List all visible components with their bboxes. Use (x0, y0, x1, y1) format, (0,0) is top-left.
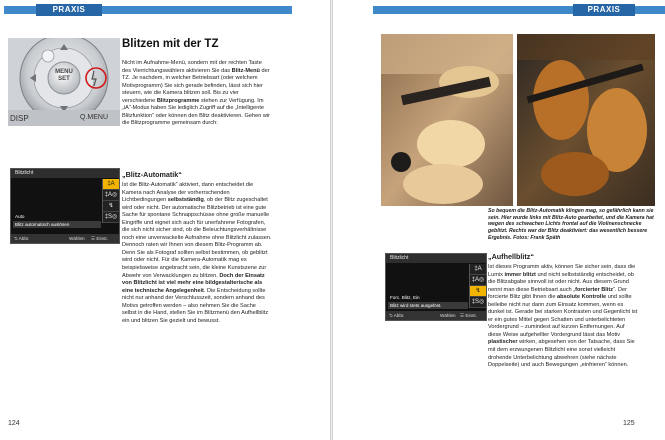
page-number: 125 (623, 420, 635, 427)
header-tab: PRAXIS (36, 4, 102, 16)
auto-paragraph (122, 182, 272, 325)
set-label: SET (58, 76, 70, 82)
menu-mode-row: Forc. Blitz, Ein (390, 295, 420, 300)
bold-text-run: immer blitzt (504, 271, 536, 278)
back-label: Abbr. (393, 313, 405, 318)
photo-flash-on (381, 34, 513, 206)
menu-footer: ⮌ Abbr. Wählen ☰ Einst. (11, 234, 119, 243)
disp-label: DISP (10, 114, 29, 123)
flash-forced-icon: ↯ (470, 286, 486, 297)
flash-menu-screenshot (10, 168, 120, 244)
bold-text-run: plastischer (488, 339, 518, 346)
page-number: 124 (8, 420, 20, 427)
dpad-illustration (8, 38, 120, 126)
back-label: Abbr. (18, 236, 30, 241)
bold-text-run: Doch der Einsatz von Blitzlicht ist viel mehr eine bildgestalterische als eine technische Angelegenheit (122, 272, 265, 294)
section-heading-fill: „Aufhellblitz“ (488, 252, 534, 261)
menu-label: MENU (55, 69, 73, 75)
text-run: und nicht selbstständig entscheidet, ob die Blitzabgabe sinnvoll ist oder nicht. Aus diesem Grund nennt man diese Betriebsart auch „ (488, 271, 634, 293)
text-run: , ob der Blitz zugeschaltet wird oder nicht. Der automatische Blitzbetrieb ist eine gute Sache für spontane Schnappschüsse ohne große manuelle Eingriffe und eignet sich auch für unerfahrene Fotografen, die sich nicht sicher sind, ob die Beleuchtungsverhältnisse noch eine unverwackelte Aufnahme ohne Blitzlicht zulassen. Dennoch raten wir Ihnen von diesem Blitz-Programm ab. (122, 197, 272, 249)
qmenu-label: Q.MENU (80, 114, 108, 121)
menu-footer: ⮌ Abbr. Wählen ☰ Einst. (386, 311, 486, 320)
left-page (0, 0, 330, 440)
text-run: Nicht im Aufnahme-Menü, sondern mit der rechten Taste des Vierrichtungswählers aktivieren Sie das (122, 60, 262, 74)
flash-forced-icon: ↯ (103, 201, 119, 212)
bold-text-run: forcierter Blitz (575, 286, 613, 293)
bold-text-run: absolute Kontrolle (557, 294, 607, 301)
menu-title: Blitzlicht (11, 169, 119, 178)
text-run: der TZ. Je nachdem, in welcher Betriebsart (oder welchem Motivprogramm) Sie sich gerade befinden, lässt sich hier steuern, wie die Kamera blitzen soll. Bis zu vier verschiedene (122, 67, 270, 104)
menu-title: Blitzlicht (386, 254, 486, 263)
flash-auto-redeye-icon: ‡A◎ (470, 275, 486, 286)
flash-auto-redeye-icon: ‡A◎ (103, 190, 119, 201)
photo-flash-off (517, 34, 655, 206)
header-tab: PRAXIS (573, 4, 635, 16)
text-run: Denn Sie als Fotograf sollten selbst bestimmen, ob geblitzt wird oder nicht. Für die Kamera-Automatik mag es beispielsweise angebracht sein, die kleine Kunstszene zur Abwehr von Verwacklungen zu blitzen. (122, 249, 268, 279)
text-run: “. Der forcierte Blitz gibt Ihnen die (488, 286, 627, 301)
flash-mode-icons (102, 179, 119, 223)
bold-text-run: Blitzprogramme (156, 97, 200, 104)
flash-auto-icon: ‡A (470, 264, 486, 275)
text-run: Ist die Blitz-Automatik“ aktiviert, dann entscheidet die Kamera nach Analyse der vorherrschenden Lichtbedingungen (122, 182, 254, 204)
bold-text-run: selbstständig (167, 197, 204, 204)
intro-paragraph (122, 60, 272, 128)
set-label: Einst. (465, 313, 477, 318)
photo-caption: So bequem die Blitz-Automatik klingen mag, so gefährlich kann sie sein. Hier wurde links mit Blitz-Auto gearbeitet, und die Kamera hat wegen des schwachen Lichts frontal auf die Violinenschnecke geblitzt. Rechts war der Blitz deaktiviert: das wesentlich bessere Ergebnis. Fotos: Frank Späth (488, 208, 654, 241)
set-label: Einst. (96, 236, 108, 241)
select-label: Wählen (69, 236, 85, 241)
text-run: wirken, abgesehen von der Tatsache, dass Sie mit dem erzwungenen Blitzlicht eine sonst vielleicht drohende Unterbelichtung abwehren (siehe nächste Doppelseite) und auch Bewegungen „einfrieren“ können. (488, 339, 635, 369)
menu-description: Blitz automatisch auslösen (13, 221, 101, 228)
select-label: Wählen (440, 313, 456, 318)
flash-auto-icon: ‡A (103, 179, 119, 190)
flash-slow-icon: ‡S◎ (470, 297, 486, 308)
flash-slow-icon: ‡S◎ (103, 212, 119, 223)
flash-menu-screenshot (385, 253, 487, 321)
text-run: stehen zur Verfügung. Im „iA“-Modus haben Sie lediglich Zugriff auf die „Intelligente Blitzfunktion“ oder können den Blitz deaktivieren. Gehen wir die Blitzprogramme gemeinsam durch: (122, 97, 271, 127)
menu-description: Blitz wird stets ausgelöst. (388, 302, 468, 309)
text-run: und sollte beileibe nicht nur dann zum Einsatz kommen, wenn es dunkel ist. Gerade bei starken Kontrasten und Gegenlicht ist er ein gutes Mittel gegen Schatten und unterbelichteten Vordergrund – zumindest auf kurzen Entfernungen. Auf diese Weise aufgehellter Vordergrund lässt das Motiv (488, 294, 638, 338)
fill-paragraph (488, 264, 638, 370)
text-run: Ist dieses Programm aktiv, können Sie sicher sein, dass die Lumix (488, 264, 636, 278)
right-page (333, 0, 665, 440)
menu-auto-row: Auto (15, 214, 25, 219)
page-title: Blitzen mit der TZ (122, 38, 219, 50)
bold-text-run: Blitz-Menü (231, 67, 260, 74)
text-run: . Die Entscheidung sollte nicht nur anhand der Verschlusszeit, sondern anhand des Motivs getroffen werden – also nehmen Sie die Sache selbst in die Hand, stellen Sie im Blitzmenü den Aufhellblitz ein und blitzen Sie gezielt und bewusst. (122, 287, 269, 324)
section-heading-auto: „Blitz-Automatik“ (122, 170, 182, 179)
flash-mode-icons (469, 264, 486, 308)
